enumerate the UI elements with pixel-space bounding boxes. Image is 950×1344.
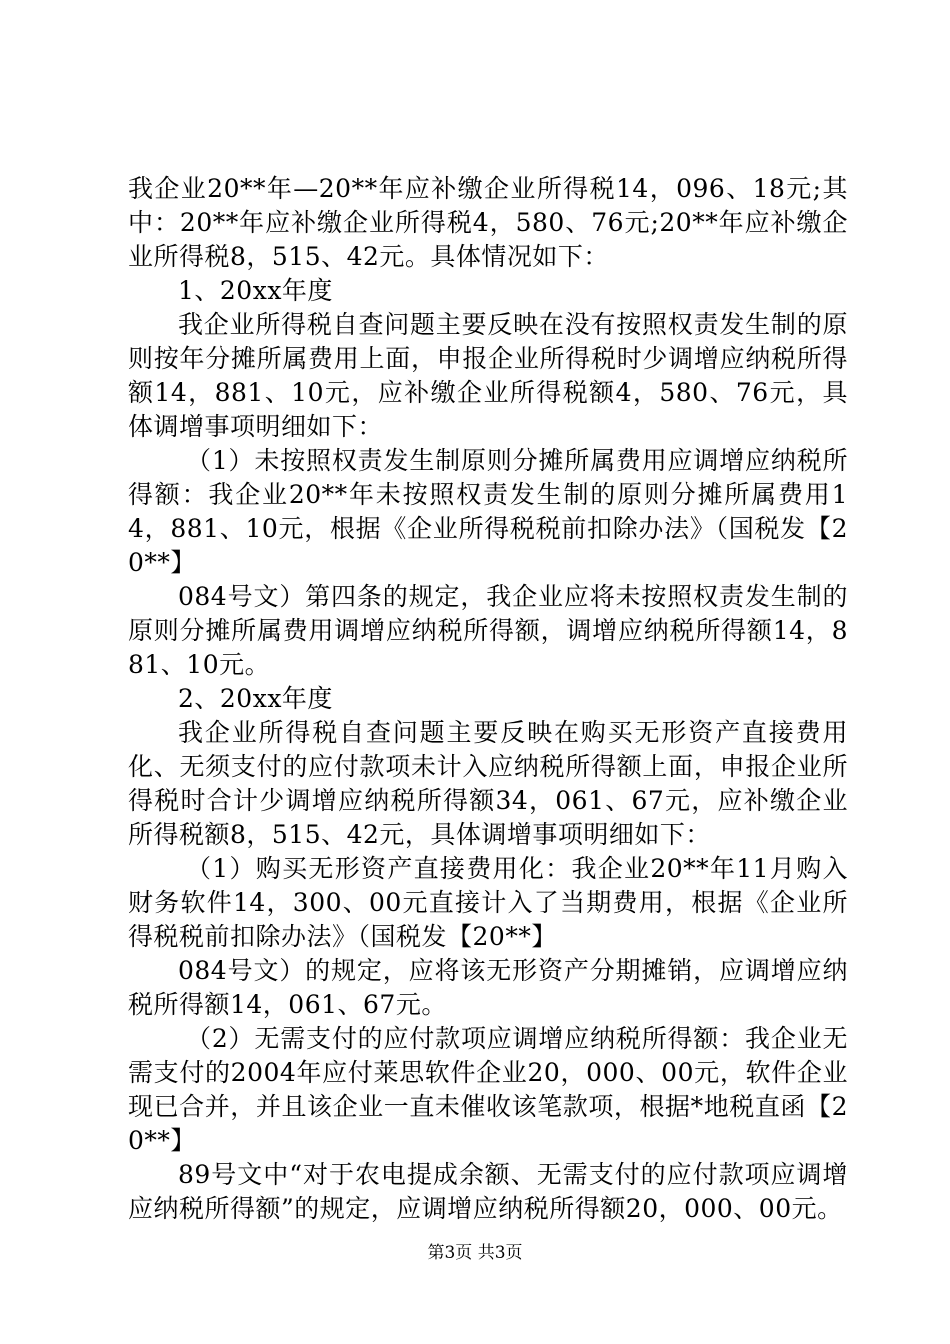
section-1-item-1-continued: 084号文）第四条的规定，我企业应将未按照权责发生制的原则分摊所属费用调增应纳税所得额，调增应纳税所得额14，881、10元。 [128,582,848,679]
intro-paragraph: 我企业20**年—20**年应补缴企业所得税14，096、18元;其中：20**年应补缴企业所得税4，580、76元;20**年应补缴企业所得税8，515、42元。具体情况如下： [128,174,848,271]
section-2-item-2-continued: 89号文中“对于农电提成余额、无需支付的应付款项应调增应纳税所得额”的规定，应调增应纳税所得额20，000、00元。 [128,1160,848,1223]
page-footer [0,1242,950,1264]
section-1-summary: 我企业所得税自查问题主要反映在没有按照权责发生制的原则按年分摊所属费用上面，申报企业所得税时少调增应纳税所得额14，881、10元，应补缴企业所得税额4，580、76元，具体调增事项明细如下： [128,310,848,441]
section-2-summary: 我企业所得税自查问题主要反映在购买无形资产直接费用化、无须支付的应付款项未计入应纳税所得额上面，申报企业所得税时合计少调增应纳税所得额34，061、67元，应补缴企业所得税额8，515、42元，具体调增事项明细如下： [128,718,848,849]
section-2-item-2: （2）无需支付的应付款项应调增应纳税所得额：我企业无需支付的2004年应付莱思软件企业20，000、00元，软件企业现已合并，并且该企业一直未催收该笔款项，根据*地税直函【20**】 [128,1024,848,1155]
section-1-item-1: （1）未按照权责发生制原则分摊所属费用应调增应纳税所得额：我企业20**年未按照权责发生制的原则分摊所属费用14，881、10元，根据《企业所得税税前扣除办法》（国税发【20**】 [128,446,848,577]
section-2-item-1-continued: 084号文）的规定，应将该无形资产分期摊销，应调增应纳税所得额14，061、67元。 [128,956,848,1019]
page-number: 第3页 共3页 [427,1243,523,1263]
section-heading-year-1: 1、20xx年度 [178,276,333,305]
document-body [128,172,848,1226]
section-2-item-1: （1）购买无形资产直接费用化：我企业20**年11月购入财务软件14，300、00元直接计入了当期费用，根据《企业所得税税前扣除办法》（国税发【20**】 [128,854,848,951]
section-heading-year-2: 2、20xx年度 [178,684,333,713]
